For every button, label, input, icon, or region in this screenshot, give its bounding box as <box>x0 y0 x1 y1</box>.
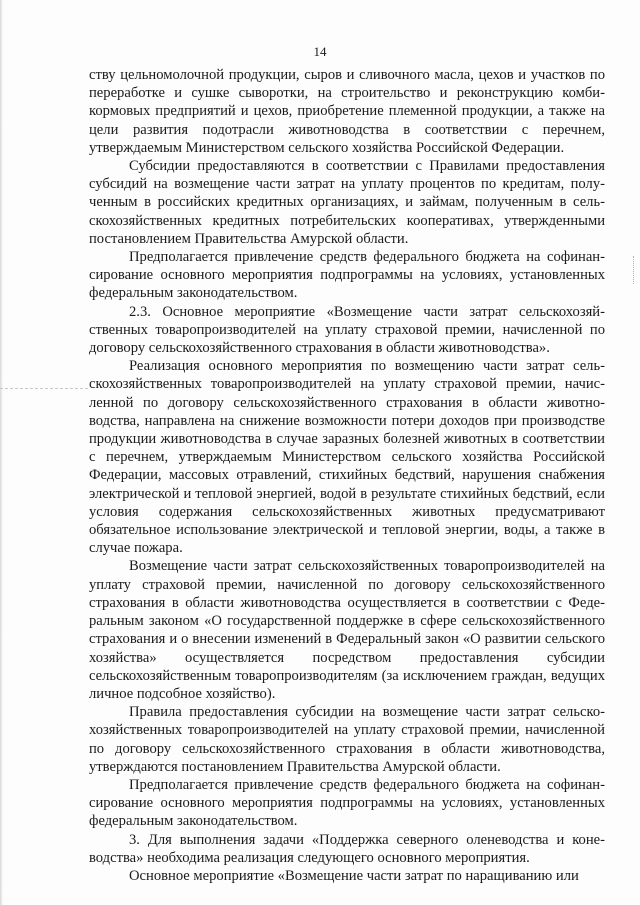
paragraph: Реализация основного мероприятия по возмещению части затрат сельскохозяйственных товаропроизводителей на уплату страховой премии, начисленной по договору сельскохозяйственного страхования в области животноводства, направлена на снижение возможности потери доходов при производстве продукции животноводства в случае заразных болезней животных в соответствии с перечнем, утверждаемым Министерством сельского хозяйства Российской Федерации, массовых отравлений, стихийных бедствий, нарушения снабжения электрической и тепловой энергией, водой в результате стихийных бедствий, если условия содержания сельскохозяйственных животных предусматривают обязательное использование электрической и тепловой энергии, воды, а также в случае пожара. <box>89 358 605 557</box>
scan-artifact-line <box>0 388 88 390</box>
paragraph: Субсидии предоставляются в соответствии с Правилами предоставления субсидий на возмещение части затрат на уплату процентов по кредитам, полученным в российских кредитных организациях, и займам, полученным в сельскохозяйственных кредитных потребительских кооперативах, утвержденными постановлением Правительства Амурской области. <box>89 158 605 247</box>
scan-artifact-tick <box>633 256 635 284</box>
paragraph: 2.3. Основное мероприятие «Возмещение части затрат сельскохозяйственных товаропроизводителей на уплату страховой премии, начисленной по договору сельскохозяйственного страхования в области животноводства». <box>89 303 605 357</box>
paragraph: Возмещение части затрат сельскохозяйственных товаропроизводителей на уплату страховой премии, начисленной по договору сельскохозяйственного страхования в области животноводства осуществляется в соответствии с Федеральным законом «О государственной поддержке в сфере сельскохозяйственного страхования и о внесении изменений в Федеральный закон «О развитии сельского хозяйства» осуществляется посредством предоставления субсидии сельскохозяйственным товаропроизводителям (за исключением граждан, ведущих личное подсобное хозяйство). <box>89 558 605 702</box>
paragraph: Правила предоставления субсидии на возмещение части затрат сельскохозяйственных товаропроизводителей на уплату страховой премии, начисленной по договору сельскохозяйственного страхования в области животноводства, утверждаются постановлением Правительства Амурской области. <box>89 704 605 775</box>
paragraph: Предполагается привлечение средств федерального бюджета на софинансирование основного мероприятия подпрограммы на условиях, установленных федеральным законодательством. <box>89 776 605 830</box>
page-number: 14 <box>313 44 327 59</box>
paragraph: Предполагается привлечение средств федерального бюджета на софинансирование основного мероприятия подпрограммы на условиях, установленных федеральным законодательством. <box>89 249 605 302</box>
scan-left-edge <box>0 0 3 905</box>
paragraph: 3. Для выполнения задачи «Поддержка северного оленеводства и коневодства» необходима реализация следующего основного мероприятия. <box>89 831 605 866</box>
paragraph: ству цельномолочной продукции, сыров и сливочного масла, цехов и участков по переработке и сушке сыворотки, на строительство и реконструкцию комбикормовых предприятий и цехов, приобретение племенной продукции, а также на цели развития подотрасли животноводства в соответствии с перечнем, утверждаемым Министерством сельского хозяйства Российской Федерации. <box>89 67 605 156</box>
paragraph: Основное мероприятие «Возмещение части затрат по наращиванию или <box>129 867 579 884</box>
document-body <box>89 66 605 885</box>
